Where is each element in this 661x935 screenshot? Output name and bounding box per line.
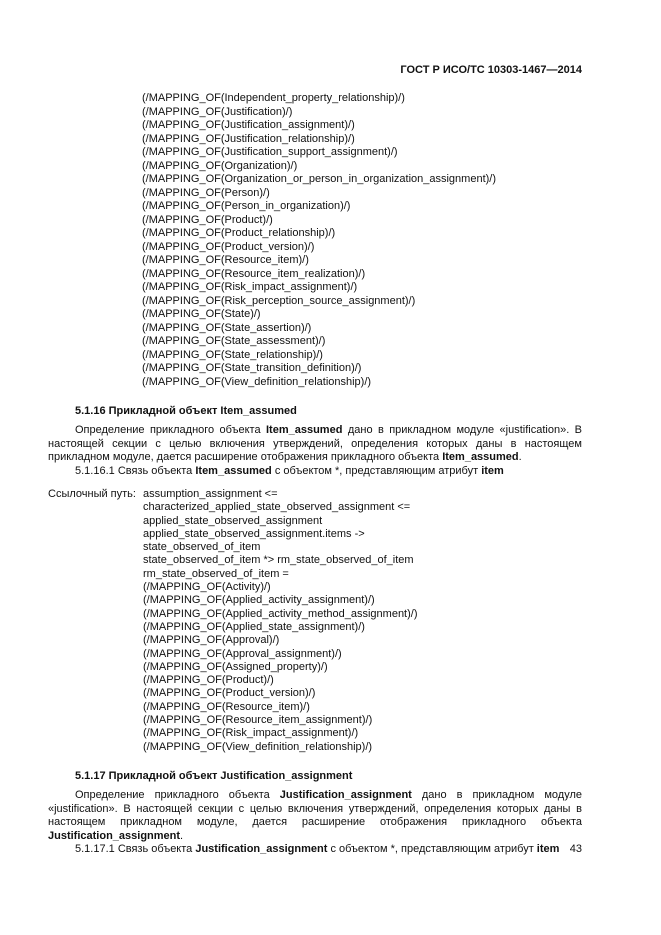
- mapping-line: (/MAPPING_OF(Resource_item)/): [143, 700, 310, 713]
- mapping-line: (/MAPPING_OF(View_definition_relationship)/): [142, 375, 372, 388]
- mapping-line: (/MAPPING_OF(Justification_support_assignment)/): [142, 146, 398, 158]
- mapping-line: (/MAPPING_OF(Product_relationship)/): [142, 227, 336, 239]
- mapping-line: (/MAPPING_OF(Applied_activity_method_assignment)/): [143, 607, 418, 620]
- mapping-line: (/MAPPING_OF(Person_in_organization)/): [142, 200, 351, 212]
- mapping-line: (/MAPPING_OF(Product)/): [143, 674, 274, 687]
- mapping-line: rm_state_observed_of_item =: [143, 567, 289, 580]
- mapping-line: characterized_applied_state_observed_assignment <=: [143, 501, 411, 514]
- mapping-line: (/MAPPING_OF(State_transition_definition)/): [142, 362, 362, 374]
- mapping-line: (/MAPPING_OF(State_assertion)/): [142, 321, 312, 334]
- mapping-line: (/MAPPING_OF(Independent_property_relationship)/): [142, 92, 405, 104]
- mapping-line: (/MAPPING_OF(Product_version)/): [142, 240, 315, 253]
- mapping-line: (/MAPPING_OF(Justification_relationship)/): [142, 132, 355, 145]
- document-header: ГОСТ Р ИСО/ТС 10303-1467—2014: [400, 64, 582, 76]
- mapping-line: (/MAPPING_OF(State)/): [142, 308, 261, 320]
- mapping-line: (/MAPPING_OF(State_relationship)/): [142, 348, 323, 361]
- mapping-line: (/MAPPING_OF(Resource_item)/): [142, 254, 309, 266]
- mapping-list: [142, 92, 496, 389]
- mapping-line: (/MAPPING_OF(Organization_or_person_in_organization_assignment)/): [142, 173, 497, 185]
- section-item-assumed: [48, 404, 582, 478]
- mapping-line: (/MAPPING_OF(Product_version)/): [143, 687, 316, 700]
- subsection-heading: 5.1.16.1 Связь объекта Item_assumed с объектом *, представляющим атрибут item: [75, 464, 504, 477]
- mapping-line: (/MAPPING_OF(Applied_activity_assignment)/): [143, 594, 375, 607]
- section-paragraph: Определение прикладного объекта Justification_assignment дано в прикладном модуле «justification». В настоящей секции с целью включения утверждений, определения которых даны в настоящем прикладном модуле, дается расширение отображения прикладного объекта Justification_assignment.: [48, 789, 582, 842]
- mapping-line: assumption_assignment <=: [143, 488, 278, 500]
- section-title: 5.1.16 Прикладной объект Item_assumed: [75, 405, 297, 417]
- mapping-line: (/MAPPING_OF(State_assessment)/): [142, 335, 326, 347]
- page-number: 43: [569, 843, 582, 855]
- mapping-line: (/MAPPING_OF(Person)/): [142, 186, 270, 199]
- mapping-line: (/MAPPING_OF(Risk_perception_source_assignment)/): [142, 294, 416, 307]
- mapping-line: (/MAPPING_OF(Justification)/): [142, 105, 293, 118]
- mapping-line: applied_state_observed_assignment.items ->: [143, 527, 365, 540]
- mapping-line: applied_state_observed_assignment: [143, 514, 323, 527]
- reference-path-label: Ссылочный путь:: [48, 488, 136, 500]
- mapping-line: (/MAPPING_OF(View_definition_relationship)/): [143, 740, 373, 753]
- section-justification-assignment: [48, 769, 582, 857]
- mapping-line: (/MAPPING_OF(Risk_impact_assignment)/): [143, 727, 359, 740]
- mapping-line: (/MAPPING_OF(Product)/): [142, 213, 273, 226]
- mapping-line: (/MAPPING_OF(Risk_impact_assignment)/): [142, 281, 358, 293]
- mapping-line: (/MAPPING_OF(Resource_item_realization)/): [142, 267, 366, 280]
- mapping-line: (/MAPPING_OF(Resource_item_assignment)/): [143, 714, 373, 727]
- mapping-line: (/MAPPING_OF(Assigned_property)/): [143, 660, 328, 673]
- section-paragraph: Определение прикладного объекта Item_assumed дано в прикладном модуле «justification». В настоящей секции с целью включения утверждений, определения которых даны в настоящем прикладном модуле, дается расширение отображения прикладного объекта Item_assumed.: [48, 424, 582, 464]
- mapping-line: (/MAPPING_OF(Applied_state_assignment)/): [143, 620, 365, 633]
- mapping-line: (/MAPPING_OF(Justification_assignment)/): [142, 119, 355, 131]
- mapping-line: (/MAPPING_OF(Activity)/): [143, 581, 271, 594]
- section-title: 5.1.17 Прикладной объект Justification_assignment: [75, 770, 353, 782]
- mapping-line: state_observed_of_item: [143, 541, 261, 554]
- subsection-heading: 5.1.17.1 Связь объекта Justification_assignment с объектом *, представляющим атрибут item: [75, 843, 560, 856]
- mapping-line: (/MAPPING_OF(Approval)/): [143, 634, 280, 647]
- reference-path-lines: [143, 488, 418, 754]
- mapping-line: state_observed_of_item *> rm_state_observed_of_item: [143, 554, 414, 567]
- mapping-line: (/MAPPING_OF(Approval_assignment)/): [143, 647, 342, 660]
- mapping-line: (/MAPPING_OF(Organization)/): [142, 159, 298, 172]
